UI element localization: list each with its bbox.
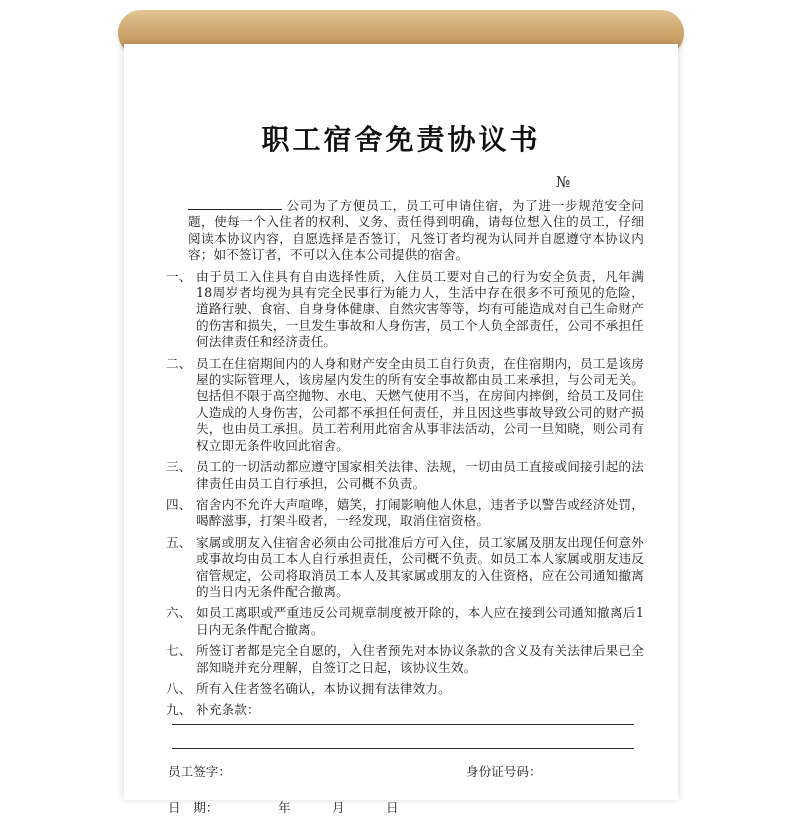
clause-7 bbox=[166, 643, 644, 676]
clause-text: 员工在住宿期间内的人身和财产安全由员工自行负责，在住宿期内，员工是该房屋的实际管理人，该房屋内发生的所有安全事故都由员工来承担，与公司无关。包括但不限于高空抛物、水电、天燃气使用不当，在房间内摔倒，给员工及同住人造成的人身伤害，公司都不承担任何责任，并且因这些事故导致公司的财产损失，也由员工承担。员工若利用此宿舍从事非法活动，公司一旦知晓，则公司有权立即无条件收回此宿舍。 bbox=[196, 355, 644, 453]
clause-2 bbox=[166, 356, 644, 454]
intro-paragraph bbox=[166, 197, 644, 264]
day-label: 日 bbox=[386, 800, 399, 815]
clause-number: 七、 bbox=[166, 643, 192, 659]
clause-1 bbox=[166, 269, 644, 351]
company-name-blank-line[interactable] bbox=[188, 197, 282, 210]
clause-4 bbox=[166, 497, 644, 530]
document-title: 职工宿舍免责协议书 bbox=[261, 123, 541, 156]
clause-3 bbox=[166, 459, 644, 492]
clause-text: 员工的一切活动都应遵守国家相关法律、法规，一切由员工直接或间接引起的法律责任由员工自行承担，公司概不负责。 bbox=[196, 459, 644, 491]
agreement-sheet bbox=[124, 44, 678, 815]
clause-text: 由于员工入住具有自由选择性质，入住员工要对自己的行为安全负责，凡年满18周岁者均视为具有完全民事行为能力人，生活中存在很多不可预见的危险，道路行驶、食宿、自身身体健康、自然灾害等等，均有可能造成对自己生命财产的伤害和损失，一旦发生事故和人身伤害，员工个人负全部责任，公司不承担任何法律责任和经济责任。 bbox=[196, 268, 644, 350]
document-number-label: № bbox=[556, 173, 571, 191]
clause-text: 如员工离职或严重违反公司规章制度被开除的，本人应在接到公司通知撤离后1日内无条件配合撤离。 bbox=[196, 605, 644, 637]
clause-9 bbox=[166, 702, 644, 718]
clause-number: 六、 bbox=[166, 605, 192, 621]
clause-8 bbox=[166, 681, 644, 697]
clause-number: 九、 bbox=[166, 702, 192, 718]
clause-text: 所签订者都是完全自愿的，入住者预先对本协议条款的含义及有关法律后果已全部知晓并充分理解，自签订之日起，该协议生效。 bbox=[196, 643, 644, 675]
date-label: 日 期： bbox=[168, 800, 219, 815]
clause-text: 所有入住者签名确认，本协议拥有法律效力。 bbox=[196, 680, 451, 696]
clause-text: 家属或朋友入住宿舍必须由公司批准后方可入住，员工家属及朋友出现任何意外或事故均由员工本人自行承担责任，公司概不负责。如员工本人家属或朋友违反宿管规定，公司将取消员工本人及其家属或朋友的入住资格，应在公司通知撤离的当日内无条件配合撤离。 bbox=[196, 534, 644, 599]
clause-number: 三、 bbox=[166, 459, 192, 475]
clause-number: 八、 bbox=[166, 680, 192, 696]
clause-number: 二、 bbox=[166, 355, 192, 371]
month-label: 月 bbox=[332, 800, 345, 815]
year-label: 年 bbox=[278, 800, 291, 815]
clause-text: 补充条款： bbox=[196, 702, 260, 718]
document-body bbox=[166, 197, 644, 724]
clause-6 bbox=[166, 605, 644, 638]
supplementary-terms-line[interactable] bbox=[172, 724, 634, 725]
clause-number: 四、 bbox=[166, 496, 192, 512]
clause-text: 宿舍内不允许大声喧哗，嬉笑，打闹影响他人休息，违者予以警告或经济处罚，喝醉滋事，打架斗殴者，一经发现，取消住宿资格。 bbox=[196, 496, 644, 529]
clause-number: 一、 bbox=[166, 268, 192, 284]
intro-text: 公司为了方便员工，员工可申请住宿，为了进一步规范安全问题，使每一个入住者的权利、义务、责任得到明确，请每位想入住的员工，仔细阅读本协议内容，自愿选择是否签订，凡签订者均视为认同并自愿遵守本协议内容；如不签订者，不可以入住本公司提供的宿舍。 bbox=[188, 198, 644, 263]
staff-signature-label: 员工签字： bbox=[168, 764, 231, 779]
supplementary-terms-line[interactable] bbox=[172, 748, 634, 749]
clause-number: 五、 bbox=[166, 534, 192, 550]
clause-5 bbox=[166, 535, 644, 601]
id-number-label: 身份证号码： bbox=[466, 764, 542, 779]
